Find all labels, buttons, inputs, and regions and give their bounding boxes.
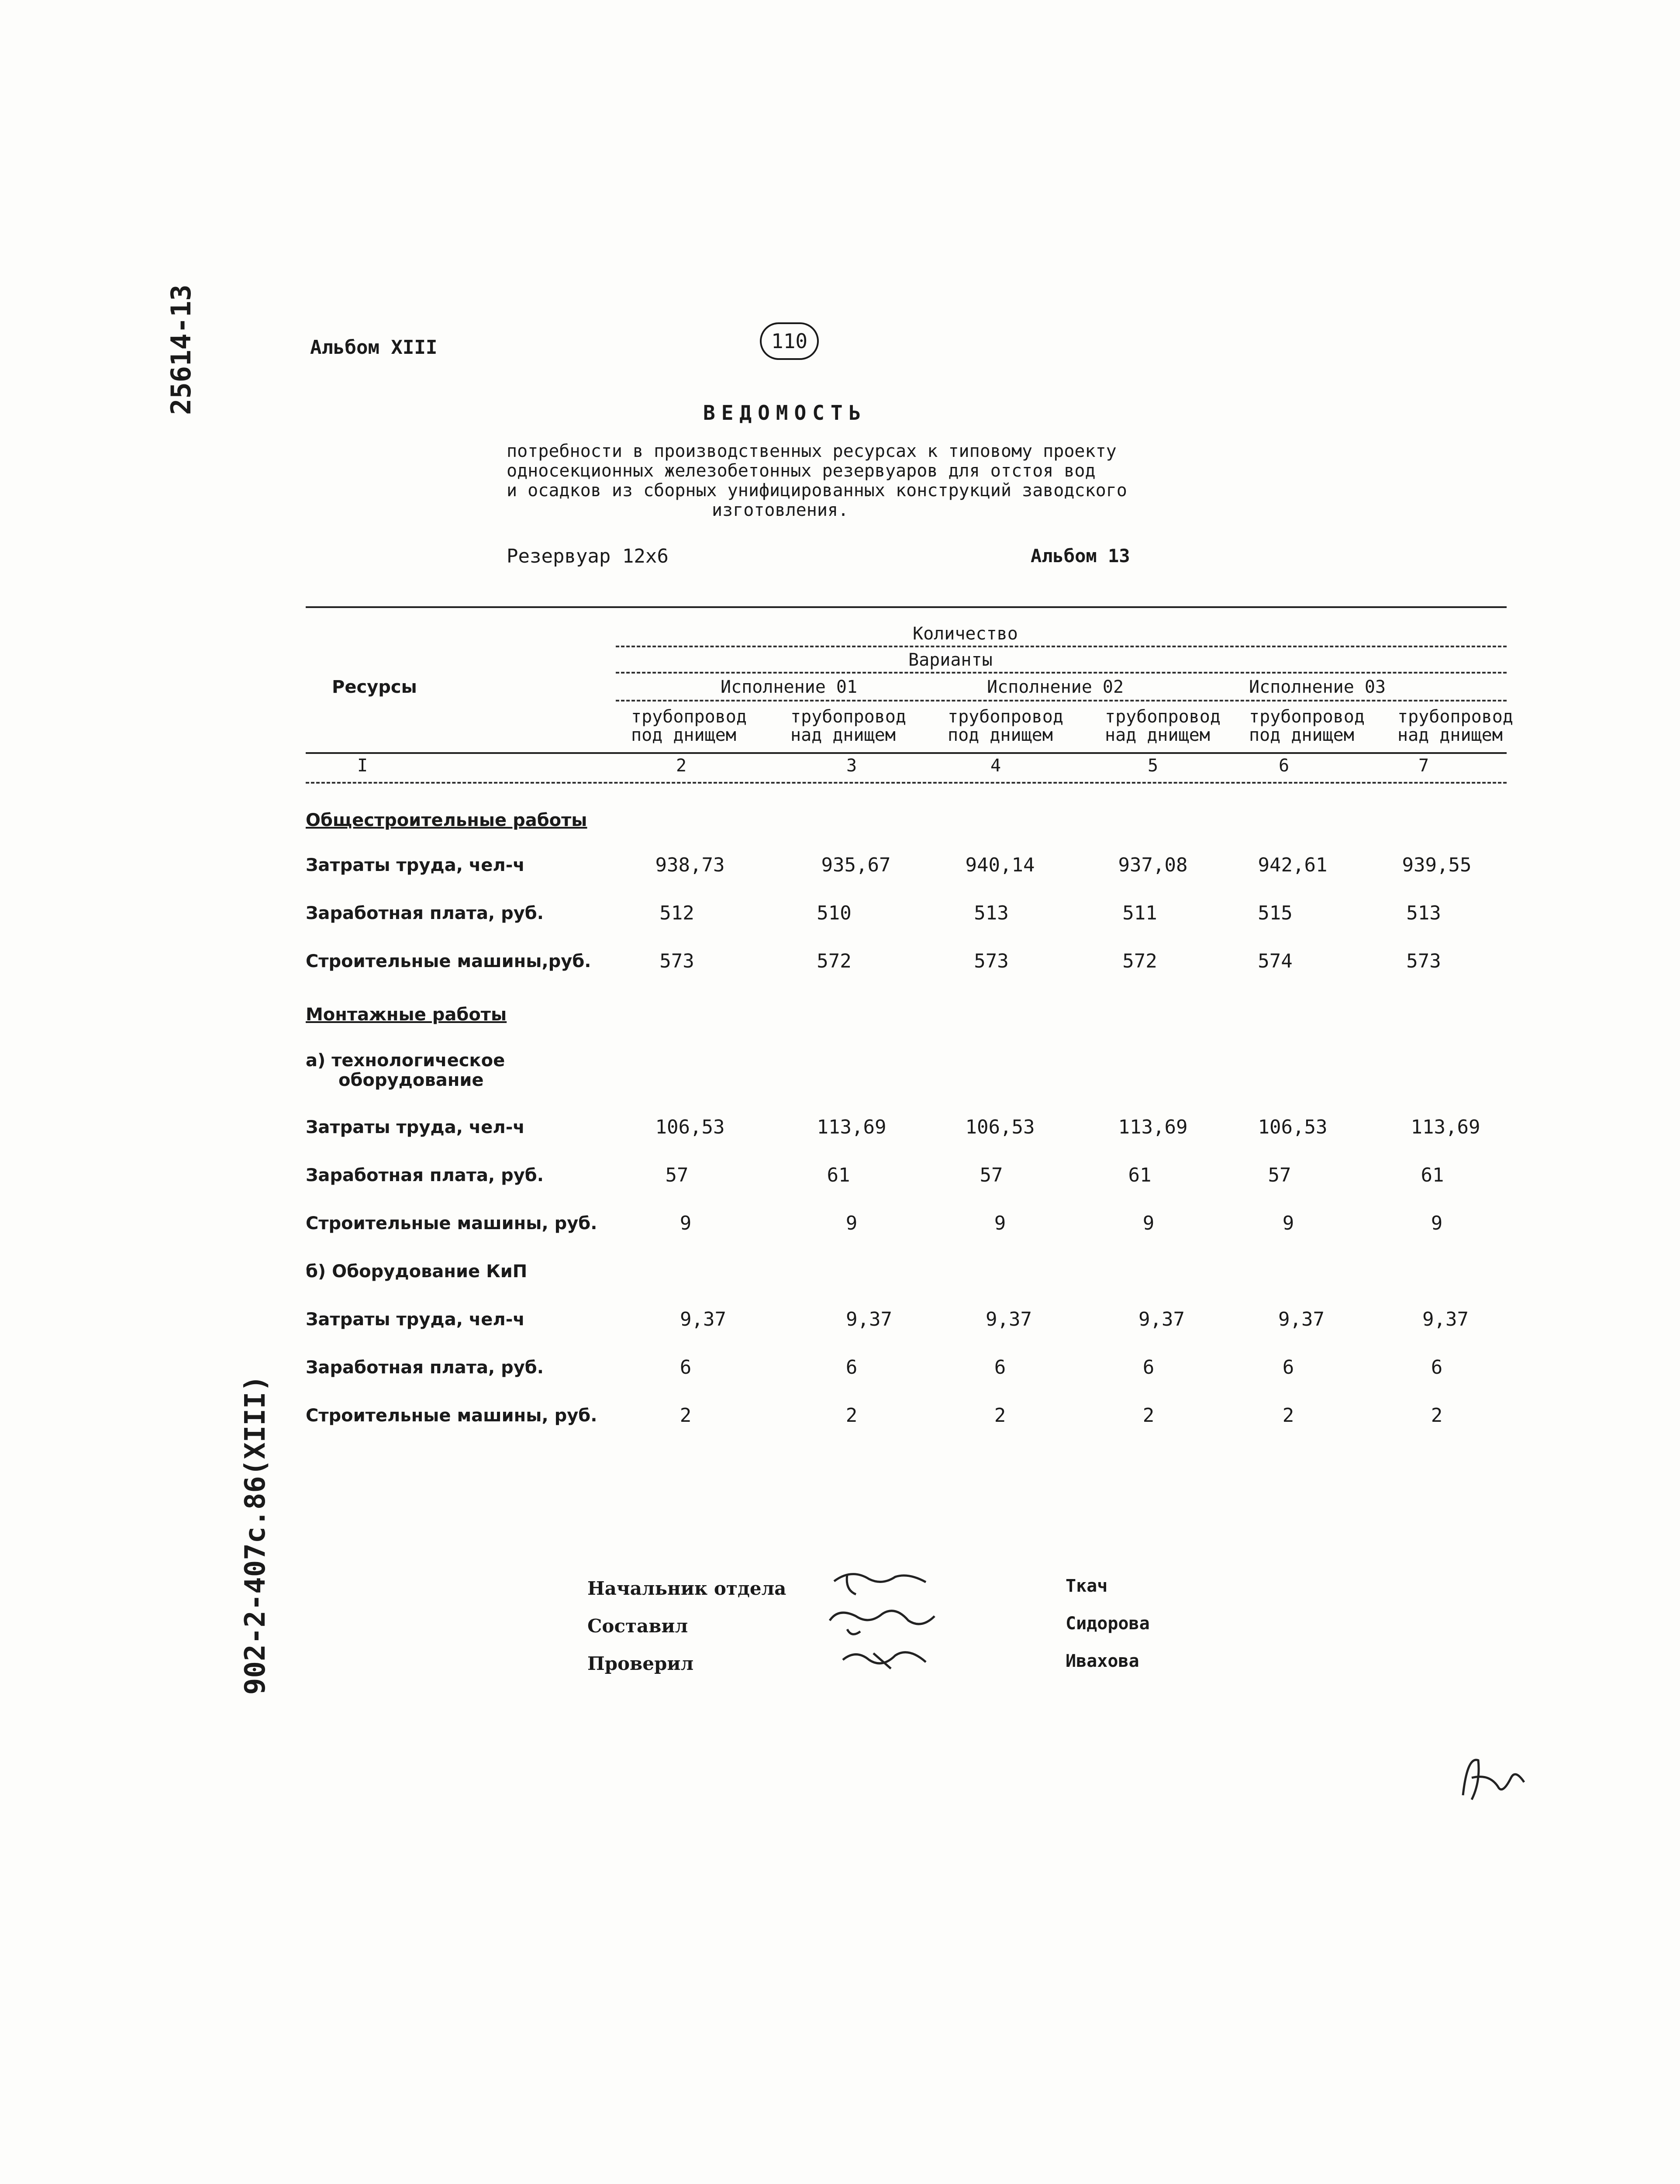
- row-label: Затраты труда, чел-ч: [306, 1310, 525, 1330]
- table-cell: 9,37: [986, 1308, 1032, 1330]
- table-cell: 9: [680, 1212, 692, 1234]
- signature-name: Сидорова: [1066, 1614, 1150, 1634]
- resources-header: Ресурсы: [332, 677, 417, 697]
- subtitle-line: изготовления.: [712, 500, 849, 520]
- table-cell: 572: [817, 950, 852, 972]
- table-cell: 940,14: [965, 854, 1035, 876]
- table-cell: 6: [845, 1356, 858, 1379]
- table-cell: 9,37: [1278, 1308, 1325, 1330]
- subheader-line: трубопровод: [631, 707, 747, 727]
- table-cell: 937,08: [1118, 854, 1188, 876]
- side-archive-code: 25614-13: [165, 284, 197, 415]
- table-cell: 57: [665, 1164, 689, 1186]
- header-rule: [616, 646, 1507, 647]
- subheader-line: трубопровод: [1249, 707, 1365, 727]
- table-cell: 106,53: [965, 1116, 1035, 1138]
- row-label: Строительные машины, руб.: [306, 1406, 597, 1426]
- table-cell: 573: [1406, 950, 1441, 972]
- signature-role: Проверил: [587, 1653, 694, 1674]
- table-cell: 573: [974, 950, 1009, 972]
- row-label: Заработная плата, руб.: [306, 1165, 544, 1185]
- table-cell: 9: [1282, 1212, 1294, 1234]
- table-cell: 9,37: [680, 1308, 726, 1330]
- row-label: Заработная плата, руб.: [306, 903, 544, 923]
- table-cell: 935,67: [821, 854, 891, 876]
- section-title: Монтажные работы: [306, 1005, 507, 1025]
- subheader-line: трубопровод: [948, 707, 1063, 727]
- table-cell: 510: [817, 902, 852, 924]
- header-bottom-rule: [306, 752, 1507, 754]
- subheader-line: под днищем: [1249, 725, 1354, 745]
- table-cell: 6: [680, 1356, 692, 1379]
- table-cell: 61: [1128, 1164, 1152, 1186]
- row-label: Заработная плата, руб.: [306, 1358, 544, 1378]
- table-cell: 574: [1258, 950, 1293, 972]
- table-top-rule: [306, 606, 1507, 608]
- version-header: Исполнение 01: [721, 677, 858, 697]
- column-number: 7: [1418, 756, 1429, 776]
- row-label: Строительные машины,руб.: [306, 951, 591, 971]
- table-cell: 9: [1431, 1212, 1443, 1234]
- document-title: ВЕДОМОСТЬ: [703, 401, 867, 425]
- version-header: Исполнение 02: [987, 677, 1124, 697]
- column-number: 3: [846, 756, 857, 776]
- table-cell: 113,69: [1118, 1116, 1188, 1138]
- table-cell: 6: [1431, 1356, 1443, 1379]
- table-cell: 513: [1406, 902, 1441, 924]
- column-number: 2: [676, 756, 687, 776]
- table-cell: 2: [845, 1404, 858, 1427]
- table-cell: 6: [994, 1356, 1006, 1379]
- table-cell: 9: [994, 1212, 1006, 1234]
- table-cell: 511: [1122, 902, 1157, 924]
- subheader-line: над днищем: [1397, 725, 1503, 745]
- section-title: Общестроительные работы: [306, 810, 587, 830]
- table-cell: 9,37: [1138, 1308, 1185, 1330]
- subtitle-line: и осадков из сборных унифицированных конструкций заводского: [507, 480, 1127, 501]
- variants-header: Варианты: [908, 650, 993, 670]
- table-cell: 515: [1258, 902, 1293, 924]
- subheader-line: трубопровод: [790, 707, 906, 727]
- table-cell: 939,55: [1402, 854, 1472, 876]
- table-cell: 6: [1282, 1356, 1294, 1379]
- album-label: Альбом XIII: [310, 336, 438, 359]
- table-cell: 61: [827, 1164, 850, 1186]
- row-label: Затраты труда, чел-ч: [306, 1117, 525, 1137]
- header-rule: [616, 700, 1507, 702]
- signature-name: Ткач: [1066, 1576, 1108, 1596]
- column-number: I: [357, 756, 368, 776]
- table-cell: 573: [659, 950, 694, 972]
- subheader-line: над днищем: [790, 725, 896, 745]
- table-cell: 9,37: [846, 1308, 892, 1330]
- subsection-title: б) Оборудование КиП: [306, 1261, 528, 1282]
- table-cell: 2: [1431, 1404, 1443, 1427]
- table-cell: 113,69: [1411, 1116, 1480, 1138]
- table-cell: 513: [974, 902, 1009, 924]
- column-number-rule: [306, 782, 1507, 784]
- quantity-header: Количество: [913, 624, 1018, 644]
- table-cell: 942,61: [1258, 854, 1328, 876]
- subtitle-line: односекционных железобетонных резервуаров для отстоя вод: [507, 461, 1096, 481]
- subtitle-line: потребности в производственных ресурсах к типовому проекту: [507, 441, 1117, 461]
- subheader-line: над днищем: [1105, 725, 1210, 745]
- reservoir-label: Резервуар 12х6: [507, 545, 669, 567]
- table-cell: 2: [1142, 1404, 1155, 1427]
- table-cell: 61: [1421, 1164, 1444, 1186]
- subheader-line: трубопровод: [1397, 707, 1513, 727]
- table-cell: 57: [1268, 1164, 1291, 1186]
- table-cell: 9: [1142, 1212, 1155, 1234]
- table-cell: 2: [994, 1404, 1006, 1427]
- page-number: 110: [760, 322, 819, 360]
- table-cell: 9,37: [1422, 1308, 1469, 1330]
- subsection-title: оборудование: [338, 1070, 484, 1090]
- table-cell: 2: [680, 1404, 692, 1427]
- column-number: 6: [1278, 756, 1290, 776]
- subsection-title: а) технологическое: [306, 1051, 505, 1071]
- signature-role: Начальник отдела: [587, 1578, 787, 1599]
- header-rule: [616, 672, 1507, 674]
- signature-name: Ивахова: [1066, 1651, 1139, 1671]
- table-cell: 106,53: [1258, 1116, 1328, 1138]
- handwritten-signatures: [821, 1555, 969, 1686]
- subheader-line: под днищем: [631, 725, 736, 745]
- table-cell: 2: [1282, 1404, 1294, 1427]
- column-number: 5: [1147, 756, 1159, 776]
- table-cell: 512: [659, 902, 694, 924]
- row-label: Строительные машины, руб.: [306, 1213, 597, 1234]
- table-cell: 9: [845, 1212, 858, 1234]
- table-cell: 6: [1142, 1356, 1155, 1379]
- table-cell: 938,73: [655, 854, 725, 876]
- table-cell: 57: [980, 1164, 1003, 1186]
- handwritten-initials: [1454, 1747, 1533, 1813]
- version-header: Исполнение 03: [1249, 677, 1386, 697]
- table-cell: 572: [1122, 950, 1157, 972]
- subheader-line: трубопровод: [1105, 707, 1221, 727]
- side-project-code: 902-2-407с.86(XIII): [239, 1375, 272, 1695]
- table-cell: 113,69: [817, 1116, 887, 1138]
- subheader-line: под днищем: [948, 725, 1053, 745]
- signature-role: Составил: [587, 1615, 688, 1637]
- row-label: Затраты труда, чел-ч: [306, 855, 525, 875]
- table-cell: 106,53: [655, 1116, 725, 1138]
- column-number: 4: [990, 756, 1001, 776]
- album-number: Альбом 13: [1031, 545, 1130, 567]
